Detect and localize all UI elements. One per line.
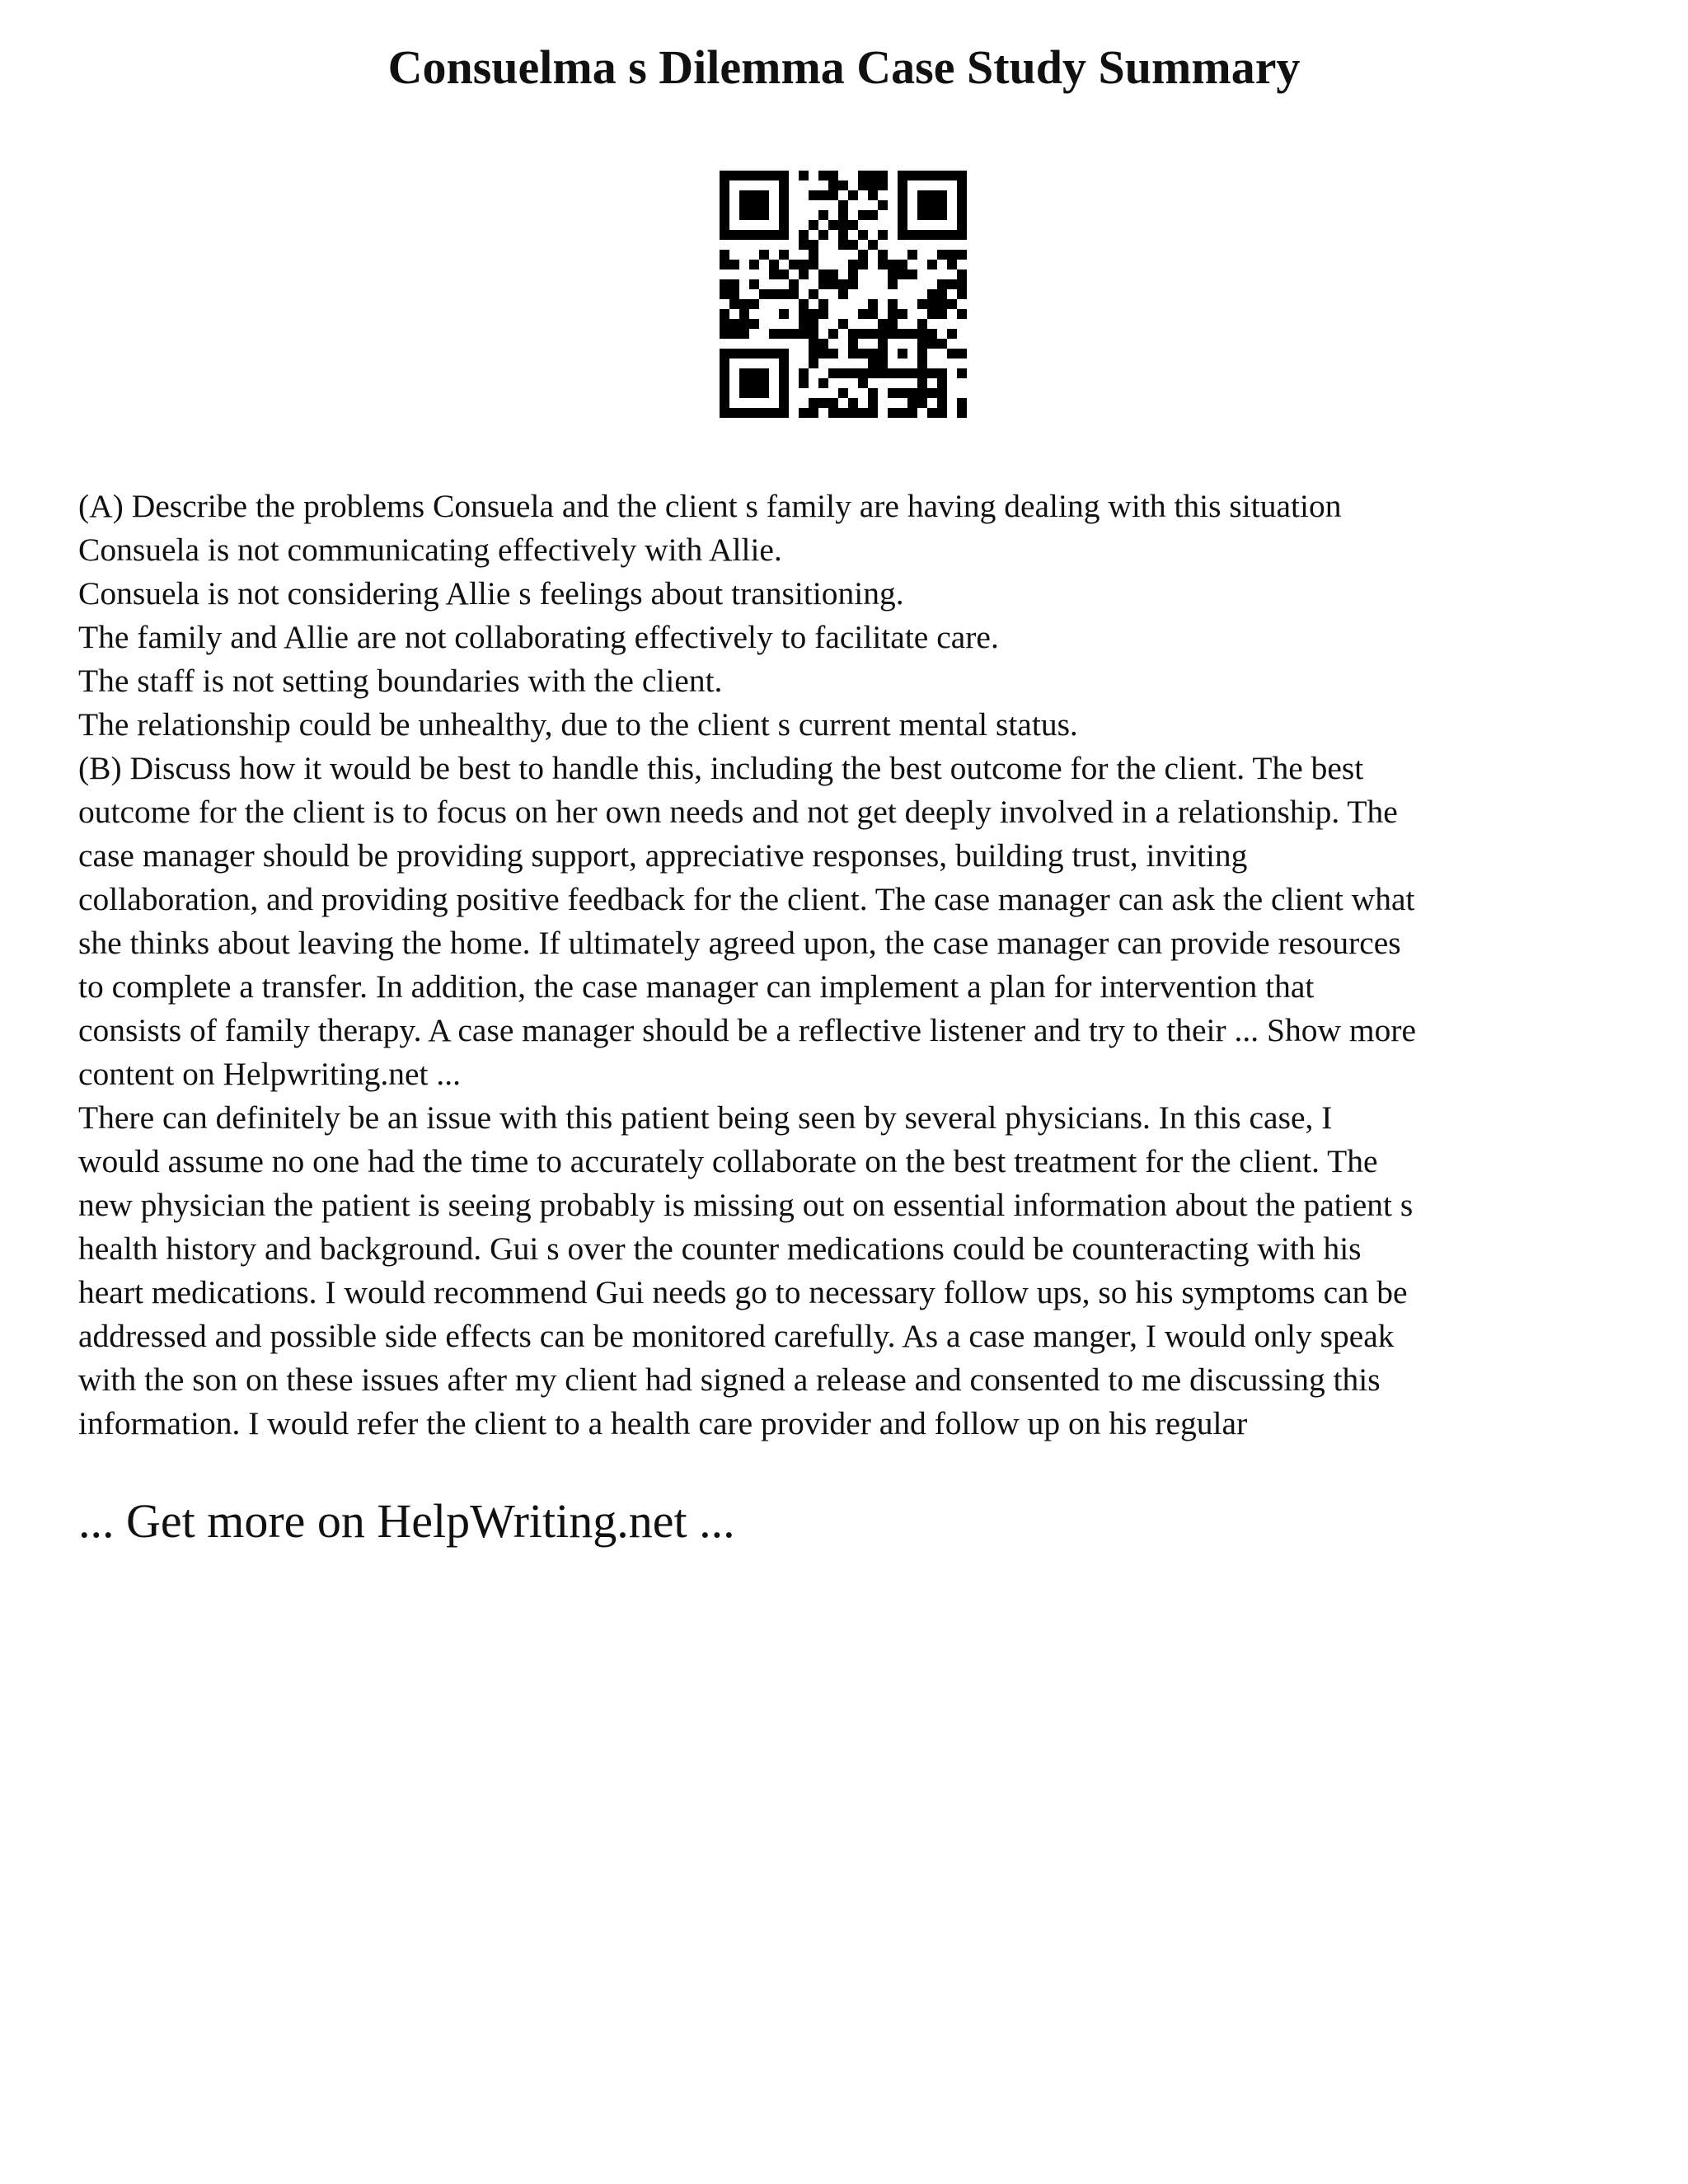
text-line: There can definitely be an issue with this patient being seen by several physicians. In this case, I [78,1099,1333,1136]
text-line: with the son on these issues after my client had signed a release and consented to me discussing this [78,1361,1381,1398]
document-title: Consuelma s Dilemma Case Study Summary [387,40,1301,94]
text-line: The staff is not setting boundaries with the client. [78,663,723,699]
body-text [78,485,1632,1446]
text-line: The relationship could be unhealthy, due to the client s current mental status. [78,706,1078,743]
text-line: information. I would refer the client to a health care provider and follow up on his regular [78,1405,1248,1441]
text-line: she thinks about leaving the home. If ultimately agreed upon, the case manager can provide resources [78,925,1401,961]
text-line: The family and Allie are not collaborating effectively to facilitate care. [78,619,999,655]
text-line: Consuela is not communicating effectively with Allie. [78,532,782,568]
get-more-link[interactable]: ... Get more on HelpWriting.net ... [78,1494,735,1548]
text-line: would assume no one had the time to accurately collaborate on the best treatment for the client. The [78,1143,1378,1179]
text-line: case manager should be providing support, appreciative responses, building trust, inviting [78,837,1248,874]
text-line: (A) Describe the problems Consuela and the client s family are having dealing with this situation [78,488,1342,524]
qr-code-icon [720,171,967,418]
text-line: collaboration, and providing positive feedback for the client. The case manager can ask the client what [78,881,1415,917]
text-line: Consuela is not considering Allie s feelings about transitioning. [78,575,904,612]
text-line[interactable]: content on Helpwriting.net ... [78,1056,462,1092]
text-line[interactable]: consists of family therapy. A case manager should be a reflective listener and try to their ... Show more [78,1012,1417,1048]
text-line: outcome for the client is to focus on her own needs and not get deeply involved in a relationship. The [78,794,1398,830]
text-line: heart medications. I would recommend Gui needs go to necessary follow ups, so his symptoms can be [78,1274,1408,1310]
text-line: new physician the patient is seeing probably is missing out on essential information about the patient s [78,1187,1414,1223]
text-line: to complete a transfer. In addition, the case manager can implement a plan for intervention that [78,968,1315,1005]
text-line: addressed and possible side effects can be monitored carefully. As a case manger, I would only speak [78,1318,1395,1354]
text-line: (B) Discuss how it would be best to handle this, including the best outcome for the client. The best [78,750,1364,786]
text-line: health history and background. Gui s over the counter medications could be counteracting with his [78,1230,1362,1267]
